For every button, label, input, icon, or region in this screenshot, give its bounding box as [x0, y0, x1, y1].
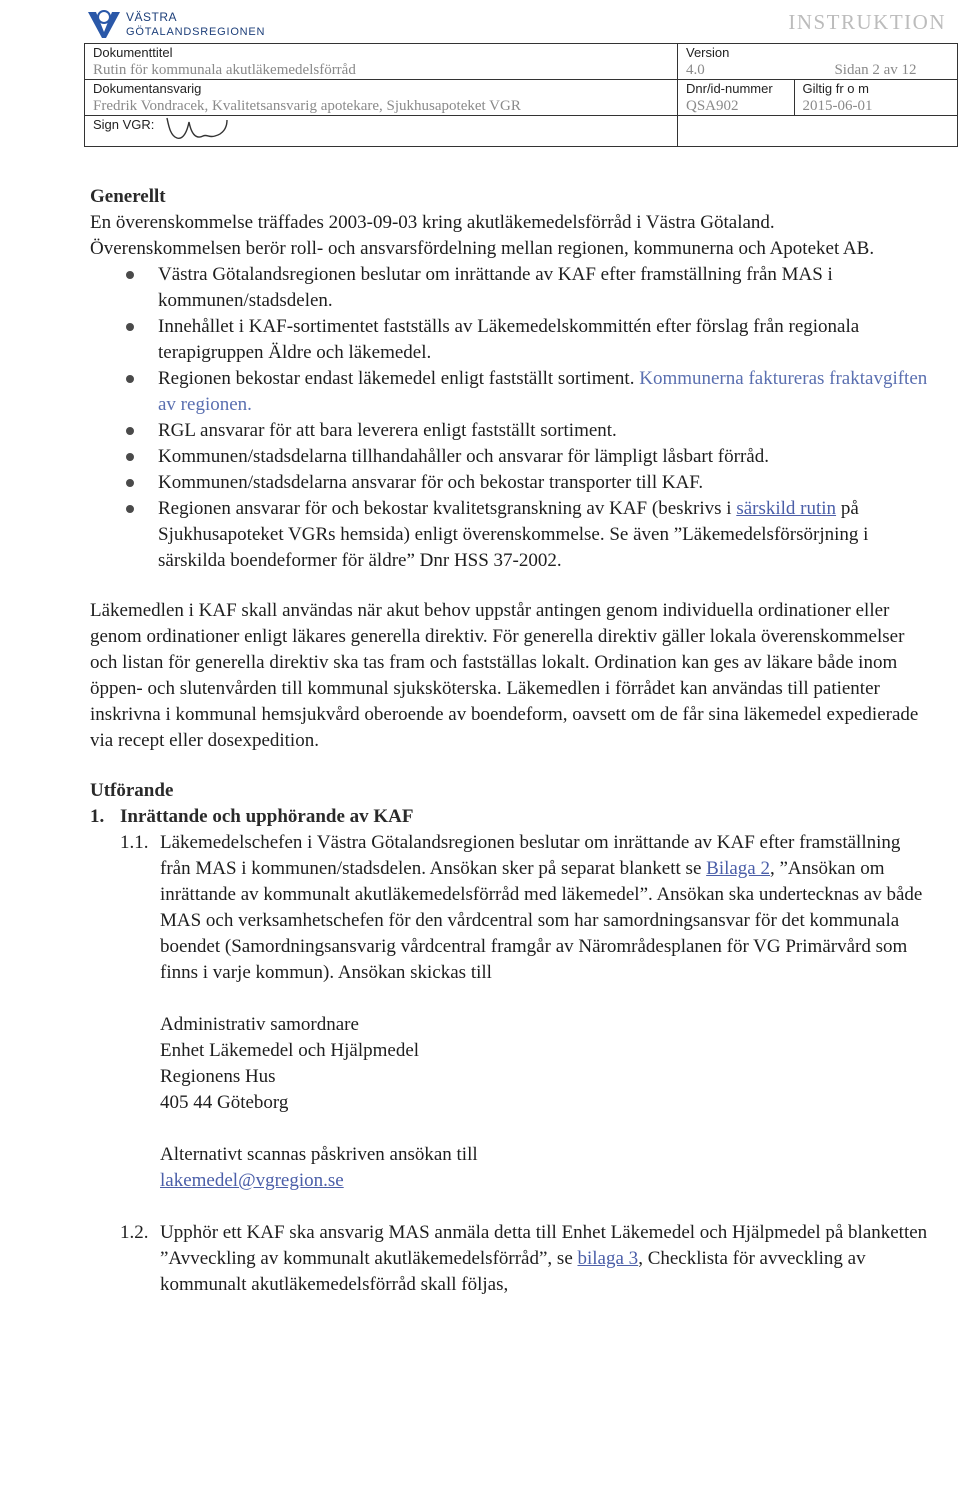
link-sarskild-rutin[interactable]: särskild rutin: [736, 498, 837, 519]
subsection-1-2: 1.2. Upphör ett KAF ska ansvarig MAS anmäla detta till Enhet Läkemedel och Hjälpmedel på blanketten ”Avveckling av kommunalt akutläkemedelsförråd”, se bilaga 3, Checklista för avveckling av kommunalt akutläkemedelsförråd skall följas,: [120, 1222, 928, 1295]
link-bilaga-2[interactable]: Bilaga 2: [706, 858, 770, 879]
bullet-icon: [126, 505, 134, 513]
list-item: RGL ansvarar för att bara leverera enligt fastställt sortiment.: [90, 418, 930, 444]
document-header-table: [84, 43, 958, 147]
list-item: Regionen ansvarar för och bekostar kvalitetsgranskning av KAF (beskrivs i särskild rutin på Sjukhusapoteket VGRs hemsida) enligt överenskommelse. Se även ”Läkemedelsförsörjning i särskilda boendeformer för äldre” Dnr HSS 37-2002.: [90, 496, 930, 574]
vgr-logo: [86, 6, 346, 40]
org-name-line2: GÖTALANDSREGIONEN: [126, 26, 266, 38]
list-item: Kommunen/stadsdelarna ansvarar för och bekostar transporter till KAF.: [90, 470, 930, 496]
label-title: Dokumenttitel: [93, 45, 173, 60]
email-block: [90, 1142, 930, 1194]
address-block: [90, 1012, 930, 1116]
address-line: Administrativ samordnare: [160, 1014, 359, 1035]
document-type: INSTRUKTION: [788, 10, 946, 34]
handwritten-signature: [159, 114, 249, 148]
bullet-icon: [126, 427, 134, 435]
bullet-list: [90, 262, 930, 574]
list-item: Innehållet i KAF-sortimentet fastställs av Läkemedelskommittén efter förslag från regionala terapigruppen Äldre och läkemedel.: [90, 314, 930, 366]
label-valid: Giltig fr o m: [802, 81, 869, 96]
alternative-text: Alternativt scannas påskriven ansökan till: [160, 1144, 478, 1165]
bullet-icon: [126, 323, 134, 331]
label-version: Version: [686, 45, 730, 60]
value-title: Rutin för kommunala akutläkemedelsförråd: [93, 62, 356, 78]
list-item: Västra Götalandsregionen beslutar om inrättande av KAF efter framställning från MAS i kommunen/stadsdelen.: [90, 262, 930, 314]
label-sign: Sign VGR:: [93, 117, 155, 132]
section-heading-utforande: Utförande: [90, 780, 174, 801]
section-heading-generellt: Generellt: [90, 186, 166, 207]
subsection-1-1: 1.1. Läkemedelschefen i Västra Götalandsregionen beslutar om inrättande av KAF efter framställning från MAS i kommunen/stadsdelen. Ansökan sker på separat blankett se Bilaga 2, ”Ansökan om inrättande av kommunalt akutläkemedelsförråd med läkemedel”. Ansökan ska undertecknas av både MAS och verksamhetschefen för den vårdcentral som har samordningsansvar för det kommunala boendet (Samordningsansvarig vårdcentral framgår av Närområdesplanen för VG Primärvård som finns i varje kommun). Ansökan skickas till: [120, 832, 923, 983]
list-item: Regionen bekostar endast läkemedel enligt fastställt sortiment. Kommunerna faktureras fraktavgiften av regionen.: [90, 366, 930, 418]
address-line: Enhet Läkemedel och Hjälpmedel: [160, 1040, 420, 1061]
vgr-logo-mark-icon: [86, 8, 122, 38]
org-name-line1: VÄSTRA: [126, 10, 178, 24]
numbered-heading: 1. Inrättande och upphörande av KAF: [90, 806, 414, 827]
bullet-icon: [126, 479, 134, 487]
value-valid: 2015-06-01: [802, 98, 873, 114]
bullet-icon: [126, 375, 134, 383]
highlighted-note: Kommunerna faktureras fraktavgiften av regionen.: [158, 368, 928, 415]
bullet-icon: [126, 453, 134, 461]
value-responsible: Fredrik Vondracek, Kvalitetsansvarig apotekare, Sjukhusapoteket VGR: [93, 98, 521, 114]
usage-paragraph: Läkemedlen i KAF skall användas när akut behov uppstår antingen genom individuella ordinationer eller genom ordinationer enligt läkares generella direktiv. För generella direktiv gäller lokala överenskommelser och listan för generella direktiv ska tas fram och fastställas lokalt. Ordination kan ges av läkare både inom öppen- och slutenvården till kommunal sjuksköterska. Läkemedlen i förrådet kan användas till patienter inskrivna i kommunal hemsjukvård oberoende av boendeform, oavsett om de får sina läkemedel expedierade via recept eller dosexpedition.: [90, 600, 919, 751]
document-body: [90, 184, 930, 1298]
value-version: 4.0: [686, 62, 705, 78]
address-line: Regionens Hus: [160, 1066, 276, 1087]
list-item: Kommunen/stadsdelarna tillhandahåller och ansvarar för lämpligt låsbart förråd.: [90, 444, 930, 470]
value-page: Sidan 2 av 12: [834, 62, 917, 78]
value-id: QSA902: [686, 98, 739, 114]
address-line: 405 44 Göteborg: [160, 1092, 289, 1113]
email-link[interactable]: lakemedel@vgregion.se: [160, 1170, 344, 1191]
bullet-icon: [126, 271, 134, 279]
label-responsible: Dokumentansvarig: [93, 81, 202, 96]
link-bilaga-3[interactable]: bilaga 3: [577, 1248, 639, 1269]
label-id: Dnr/id-nummer: [686, 81, 773, 96]
intro-paragraph: En överenskommelse träffades 2003-09-03 kring akutläkemedelsförråd i Västra Götaland. Överenskommelsen berör roll- och ansvarsfördelning mellan regionen, kommunerna och Apoteket AB.: [90, 212, 875, 259]
